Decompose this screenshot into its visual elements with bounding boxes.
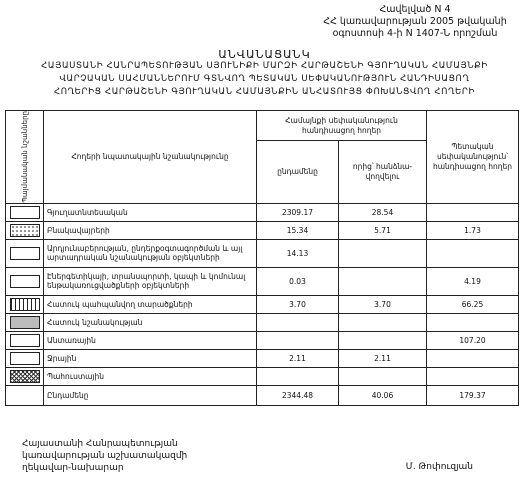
- header-transferred: որից՝ հանձնա-վողվելու: [339, 141, 427, 203]
- signatory-line: կառավարության աշխատակազմի: [22, 451, 188, 461]
- header-community-land: Համայնքի սեփականություն հանդիսացող հողեր: [257, 111, 427, 141]
- row-total: [257, 313, 339, 331]
- row-state: 107.20: [427, 331, 519, 349]
- land-table: [5, 110, 519, 406]
- row-label: Արդյունաբերության, ընդերքօգտագործման և այլ արտադրական նշանակության օբյեկտների: [44, 239, 257, 267]
- row-state: [427, 349, 519, 367]
- row-total: 15.34: [257, 221, 339, 239]
- legend-swatch: [6, 331, 44, 349]
- table-row: [6, 331, 519, 349]
- row-transferred: [339, 367, 427, 385]
- table-row: [6, 267, 519, 295]
- appendix-decision: օգոստոսի 4-ի N 1407-Ն որոշման: [332, 28, 498, 39]
- legend-swatch: [6, 203, 44, 221]
- signatory-title: [22, 438, 187, 474]
- row-state: [427, 239, 519, 267]
- total-total: 2344.48: [257, 385, 339, 405]
- legend-swatch: [6, 313, 44, 331]
- header-symbol: Պայմանական նշանները: [6, 111, 44, 204]
- table-row: [6, 239, 519, 267]
- signatory-name: Մ. Թոփուզյան: [405, 462, 473, 472]
- appendix-number: Հավելված N 4: [379, 4, 451, 15]
- total-state: 179.37: [427, 385, 519, 405]
- document-title: ԱՆՎԱՆԱՑԱՆԿ: [218, 48, 311, 61]
- row-transferred: [339, 267, 427, 295]
- row-transferred: [339, 239, 427, 267]
- row-transferred: 3.70: [339, 295, 427, 313]
- table-row: [6, 295, 519, 313]
- subtitle-line: ՀԱՅԱՍՏԱՆԻ ՀԱՆՐԱՊԵՏՈՒԹՅԱՆ ՍՅՈՒՆԻՔԻ ՄԱՐԶԻ ՀԱՐԹԱՇԵՆԻ ԳՅՈՒՂԱԿԱՆ ՀԱՄԱՅՆՔԻ: [41, 61, 488, 71]
- row-label: Գյուղատնտեսական: [44, 203, 257, 221]
- legend-swatch: [6, 221, 44, 239]
- appendix-header: [315, 4, 515, 40]
- legend-swatch: [6, 367, 44, 385]
- row-label: Ջրային: [44, 349, 257, 367]
- row-total: [257, 367, 339, 385]
- total-row: [6, 385, 519, 405]
- table-row: [6, 349, 519, 367]
- row-total: [257, 331, 339, 349]
- row-total: 3.70: [257, 295, 339, 313]
- row-label: Պահուստային: [44, 367, 257, 385]
- legend-swatch: [6, 295, 44, 313]
- legend-swatch: [6, 349, 44, 367]
- row-transferred: 5.71: [339, 221, 427, 239]
- total-transferred: 40.06: [339, 385, 427, 405]
- row-label: Հատուկ նշանակության: [44, 313, 257, 331]
- row-state: [427, 203, 519, 221]
- row-state: [427, 367, 519, 385]
- header-state-land: Պետական սեփականություն՝ հանդիսացող հողեր: [427, 111, 519, 204]
- header-total: ընդամենը: [257, 141, 339, 203]
- header-purpose: Հողերի նպատակային նշանակությունը: [44, 111, 257, 204]
- table-row: [6, 203, 519, 221]
- subtitle-line: ՎԱՐՉԱԿԱՆ ՍԱՀՄԱՆՆԵՐՈՒՄ ԳՏՆՎՈՂ ՊԵՏԱԿԱՆ ՍԵՓԱԿԱՆՈՒԹՅՈՒՆ ՀԱՆԴԻՍԱՑՈՂ: [59, 74, 470, 84]
- signatory-line: ղեկավար-նախարար: [22, 463, 124, 473]
- appendix-government: ՀՀ կառավարության 2005 թվականի: [323, 16, 507, 27]
- row-label: Անտառային: [44, 331, 257, 349]
- legend-swatch: [6, 239, 44, 267]
- row-state: 1.73: [427, 221, 519, 239]
- signatory-line: Հայաստանի Հանրապետության: [22, 439, 178, 449]
- row-label: Հատուկ պահպանվող տարածքների: [44, 295, 257, 313]
- row-state: 66.25: [427, 295, 519, 313]
- document-subtitle: [6, 60, 523, 99]
- row-transferred: 2.11: [339, 349, 427, 367]
- row-transferred: [339, 313, 427, 331]
- legend-swatch: [6, 267, 44, 295]
- row-total: 2.11: [257, 349, 339, 367]
- table-row: [6, 221, 519, 239]
- total-empty-cell: [6, 385, 44, 405]
- row-total: 0.03: [257, 267, 339, 295]
- row-label: Էներգետիկայի, տրանսպորտի, կապի և կոմունալ ենթակառուցվածքների օբյեկտների: [44, 267, 257, 295]
- row-transferred: [339, 331, 427, 349]
- row-label: Բնակավայրերի: [44, 221, 257, 239]
- row-total: 2309.17: [257, 203, 339, 221]
- subtitle-line: ՀՈՂԵՐԻՑ ՀԱՐԹԱՇԵՆԻ ԳՅՈՒՂԱԿԱՆ ՀԱՄԱՅՆՔԻՆ ԱՆՀԱՏՈՒՅՑ ՓՈԽԱՆՑՎՈՂ ՀՈՂԵՐԻ: [53, 87, 476, 97]
- table-row: [6, 367, 519, 385]
- row-total: 14.13: [257, 239, 339, 267]
- table-row: [6, 313, 519, 331]
- row-state: 4.19: [427, 267, 519, 295]
- row-state: [427, 313, 519, 331]
- row-transferred: 28.54: [339, 203, 427, 221]
- total-label: Ընդամենը: [44, 385, 257, 405]
